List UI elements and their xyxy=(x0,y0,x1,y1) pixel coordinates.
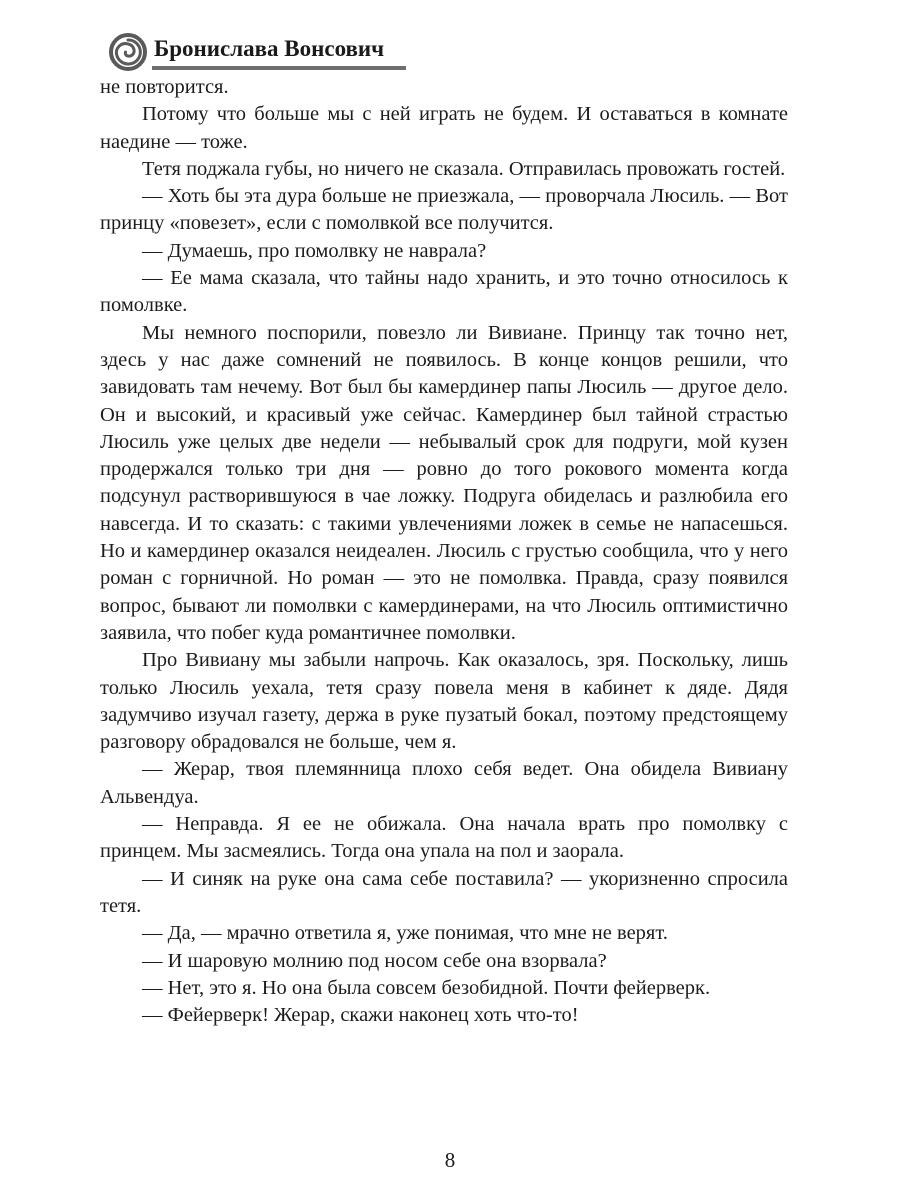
paragraph: — Ее мама сказала, что тайны надо хранить, и это точно относилось к помолвке. xyxy=(100,267,788,317)
paragraph: Тетя поджала губы, но ничего не сказала. Отправилась провожать гостей. xyxy=(142,157,786,180)
spiral-icon xyxy=(108,32,148,72)
paragraph: — И синяк на руке она сама себе поставила? — укоризненно спросила тетя. xyxy=(100,867,788,917)
paragraph: — Нет, это я. Но она была совсем безобидной. Почти фейерверк. xyxy=(142,976,711,999)
paragraph: Мы немного поспорили, повезло ли Вивиане. Принцу так точно нет, здесь у нас даже сомнений не появилось. В конце концов решили, что завидовать там нечему. Вот был бы камердинер папы Люсиль — другое дело. Он и высокий, и красивый уже сейчас. Камердинер был тайной страстью Люсиль уже целых две недели — небывалый срок для подруги, мой кузен продержался только три дня — ровно до того рокового момента когда подсунул растворившуюся в чае ложку. Подруга обиделась и разлюбила его навсегда. И то сказать: с такими увлечениями ложек в семье не напасешься. Но и камердинер оказался неидеален. Люсиль с грустью сообщила, что у него роман с горничной. Но роман — это не помолвка. Правда, сразу появился вопрос, бывают ли помолвки с камердинерами, на что Люсиль оптимистично заявила, что побег куда романтичнее помолвки. xyxy=(100,321,788,644)
paragraph: Потому что больше мы с ней играть не будем. И оставаться в комнате наедине — тоже. xyxy=(100,103,788,153)
paragraph: — Думаешь, про помолвку не наврала? xyxy=(142,239,487,262)
paragraph: Про Вивиану мы забыли напрочь. Как оказалось, зря. Поскольку, лишь только Люсиль уехала, тетя сразу повела меня в кабинет к дяде. Дядя задумчиво изучал газету, держа в руке пузатый бокал, поэтому предстоящему разговору обрадовался не больше, чем я. xyxy=(100,649,788,754)
header-rule xyxy=(152,66,406,70)
author-name: Бронислава Вонсович xyxy=(154,36,385,61)
paragraph: — Да, — мрачно ответила я, уже понимая, что мне не верят. xyxy=(142,922,668,945)
paragraph: — Фейерверк! Жерар, скажи наконец хоть что-то! xyxy=(142,1004,579,1027)
paragraph: — И шаровую молнию под носом себе она взорвала? xyxy=(142,949,607,972)
body-text xyxy=(100,74,788,1029)
paragraph: — Неправда. Я ее не обижала. Она начала врать про помолвку с принцем. Мы засмеялись. Тогда она упала на пол и заорала. xyxy=(100,813,788,863)
paragraph: — Хоть бы эта дура больше не приезжала, — проворчала Люсиль. — Вот принцу «повезет», если с помолвкой все получится. xyxy=(100,185,788,235)
page-number: 8 xyxy=(444,1148,456,1172)
paragraph: — Жерар, твоя племянница плохо себя ведет. Она обидела Вивиану Альвендуа. xyxy=(100,758,788,808)
running-header xyxy=(108,32,400,72)
paragraph: не повторится. xyxy=(100,76,229,98)
